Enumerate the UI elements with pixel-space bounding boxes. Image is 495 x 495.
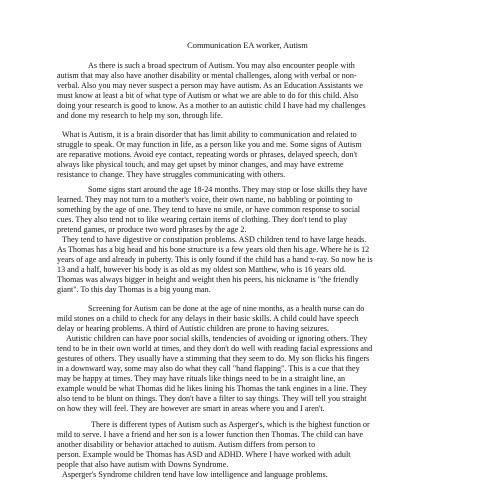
paragraph-3-line-3: something by the age of one. They tend to have no smile, or have common response to social bbox=[57, 205, 361, 214]
paragraph-1-line-5: doing your research is good to know. As a mother to an autistic child I have had my challenges bbox=[57, 101, 366, 110]
paragraph-5-line-6: Asperger's Syndrome children tend have low intelligence and language problems. bbox=[62, 470, 328, 479]
paragraph-3-line-7: As Thomas has a big head and his bone structure is a few years old then his age. Where he is 12 bbox=[57, 245, 370, 254]
paragraph-4-line-4: Autistic children can have poor social skills, tendencies of avoiding or ignoring others. They bbox=[66, 334, 368, 343]
paragraph-4-line-3: delay or hearing problems. A third of Autistic children are prone to having seizures. bbox=[57, 324, 330, 333]
paragraph-5-line-2: mild to serve. I have a friend and her son is a lower function then Thomas. The child can have bbox=[57, 430, 364, 439]
paragraph-3-line-5: pretend games, or produce two word phrases by the age 2. bbox=[57, 225, 247, 234]
paragraph-1-line-2: autism that may also have another disability or mental challenges, along with verbal or non- bbox=[57, 71, 357, 80]
paragraph-5-line-4: person. Example would be Thomas has ASD and ADHD. Where I have worked with adult bbox=[57, 450, 351, 459]
paragraph-2-line-5: resistance to change. They have struggles communicating with others. bbox=[57, 170, 286, 179]
paragraph-3-line-8: years of age and already in puberty. This is only found if the child has a hand x-ray. So now he is bbox=[57, 255, 373, 264]
paragraph-4-line-1: Screening for Autism can be done at the age of nine months, as a health nurse can do bbox=[88, 304, 365, 313]
paragraph-4-line-11: on how they will feel. They are however are smart in areas where you and I aren't. bbox=[57, 404, 325, 413]
paragraph-3-line-2: learned. They may not turn to a mother's voice, their own name, no babbling or pointing to bbox=[57, 195, 353, 204]
paragraph-3-line-6: They tend to have digestive or constipation problems. ASD children tend to have large heads. bbox=[62, 235, 367, 244]
paragraph-4-line-7: in a downward way, some may also do what they call "hand flapping". This is a cue that they bbox=[57, 364, 360, 373]
paragraph-3-line-9: 13 and a half, however his body is as old as my oldest son Matthew, who is 16 years old. bbox=[57, 265, 346, 274]
document-title: Communication EA worker, Autism bbox=[187, 41, 308, 50]
paragraph-2-line-2: struggle to speak. Or may function in life, as a person like you and me. Some signs of Autism bbox=[57, 140, 362, 149]
paragraph-4-line-2: mild stones on a child to check for any delays in their basic skills. A child could have speech bbox=[57, 314, 359, 323]
paragraph-4-line-6: gestures of others. They usually have a stimming that they seem to do. My son flicks his fingers bbox=[57, 354, 370, 363]
paragraph-3-line-10: Thomas was always bigger in height and weight then his peers, his nickname is "the friendly bbox=[57, 275, 359, 284]
paragraph-4-line-8: may be happy at times. They may have rituals like things need to be in a straight line, an bbox=[57, 374, 346, 383]
paragraph-2-line-3: are reparative motions. Avoid eye contact, repeating words or phrases, delayed speech, don't bbox=[57, 150, 358, 159]
paragraph-1-line-6: and done my research to help my son, through life. bbox=[57, 111, 223, 120]
paragraph-2-line-4: always like physical touch, and may get upset by minor changes, and may have extreme bbox=[57, 160, 344, 169]
paragraph-5-line-5: people that also have autism with Downs Syndrome. bbox=[57, 460, 229, 469]
paragraph-3-line-11: giant". To this day Thomas is a big young man. bbox=[57, 285, 211, 294]
paragraph-4-line-10: also tend to be blunt on things. They don't have a filter to say things. They will tell you straight bbox=[57, 394, 367, 403]
paragraph-5-line-1: There is different types of Autism such as Asperger's, which is the highest function or bbox=[91, 420, 370, 429]
paragraph-1-line-4: must know at least a bit of what type of Autism or what we are able to do for this child. Also bbox=[57, 91, 359, 100]
paragraph-1-line-1: As there is such a broad spectrum of Autism. You may also encounter people with bbox=[88, 61, 355, 70]
paragraph-3-line-4: cues. They also tend not to like wearing certain items of clothing. They don't tend to play bbox=[57, 215, 348, 224]
paragraph-5-line-3: another disability or behavior attached to autism. Autism differs from person to bbox=[57, 440, 316, 449]
paragraph-4-line-5: tend to be in their own world at times, and they don't do well with reading facial expressions and bbox=[57, 344, 373, 353]
paragraph-4-line-9: example would be what Thomas did he likes lining his Thomas the tank engines in a line. They bbox=[57, 384, 367, 393]
paragraph-1-line-3: verbal. Also you may never suspect a person may have autism. As an Education Assistants we bbox=[57, 81, 363, 90]
paragraph-3-line-1: Some signs start around the age 18-24 months. They may stop or lose skills they have bbox=[88, 185, 368, 194]
paragraph-2-line-1: What is Autism, it is a brain disorder that has limit ability to communication and related to bbox=[62, 130, 357, 139]
